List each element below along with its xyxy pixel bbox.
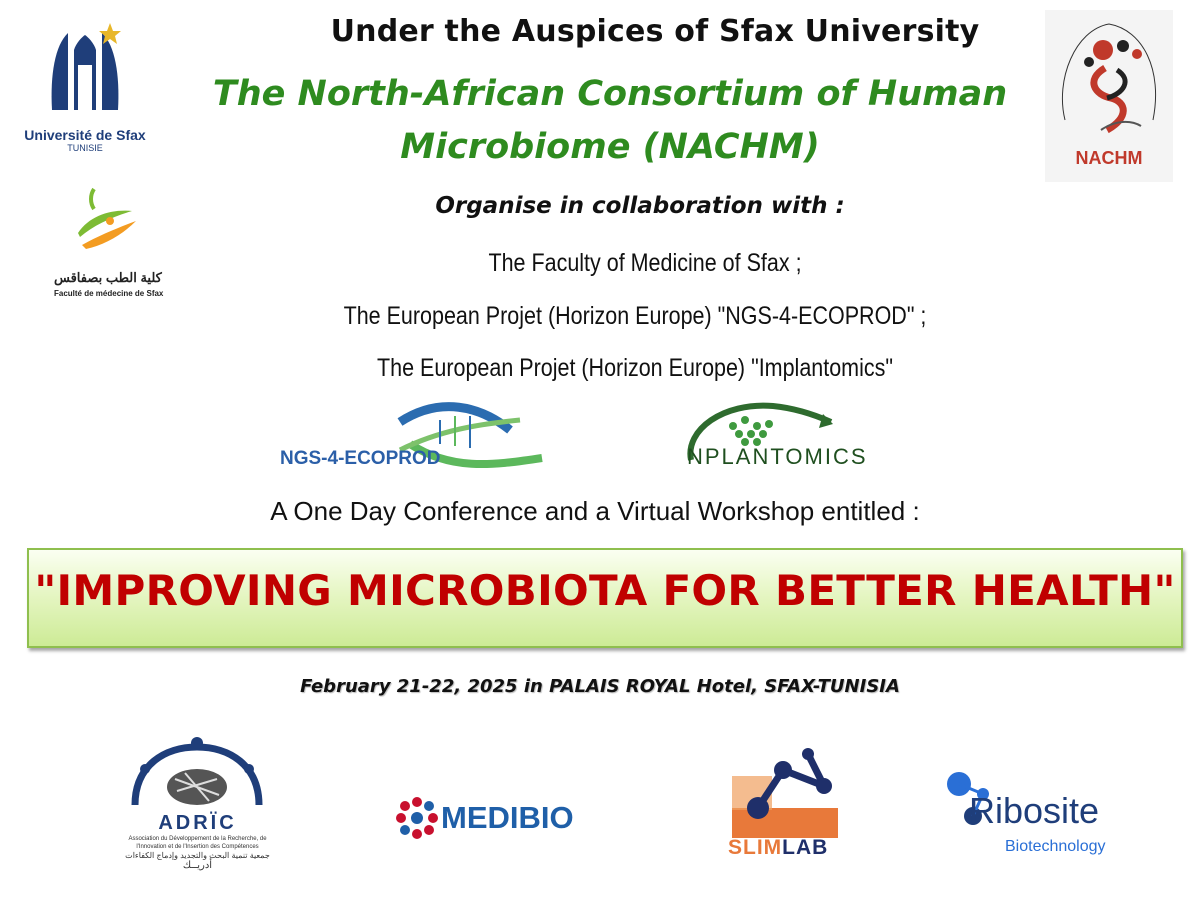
nachm-label: NACHM: [1075, 148, 1143, 168]
faculty-name-ar: كلية الطب بصفاقس: [54, 270, 162, 285]
faculty-logo: [50, 185, 190, 310]
date-location: February 21-22, 2025 in PALAIS ROYAL Hotel, SFAX-TUNISIA: [300, 676, 900, 697]
consortium-title-line1: The North-African Consortium of Human: [212, 74, 1008, 114]
slimlab-emblem-icon: [728, 748, 863, 838]
auspices-heading: Under the Auspices of Sfax University: [330, 14, 980, 49]
university-name: Université de Sfax: [24, 127, 146, 143]
adric-label: ADRÏC: [158, 812, 237, 834]
faculty-emblem-icon: [50, 185, 190, 265]
adric-label-ar: أدريــك: [182, 860, 213, 871]
ribosite-sub: Biotechnology: [1005, 838, 1106, 855]
slimlab-label-b: LAB: [782, 836, 829, 859]
medibio-emblem-icon: [395, 796, 439, 840]
consortium-title: [200, 68, 1020, 174]
ribosite-logo: [945, 770, 1130, 865]
medibio-label: MEDIBIO: [441, 800, 574, 835]
university-logo: [10, 15, 160, 155]
faculty-name-fr: Faculté de médecine de Sfax: [54, 289, 164, 298]
ngs-label: NGS-4-ECOPROD: [280, 448, 441, 469]
conference-title: "IMPROVING MICROBIOTA FOR BETTER HEALTH": [34, 566, 1176, 615]
slimlab-label-a: SLIM: [728, 836, 783, 859]
university-emblem-icon: [10, 15, 160, 120]
consortium-title-line2: Microbiome (NACHM): [400, 127, 820, 167]
nachm-emblem-icon: [1045, 10, 1173, 150]
implantomics-label: NPLANTOMICS: [687, 444, 868, 469]
organise-heading: Organise in collaboration with :: [435, 193, 845, 219]
implantomics-logo: [683, 400, 933, 472]
ngs-logo: [280, 400, 545, 472]
partner-ngs: The European Projet (Horizon Europe) "NGS-4-ECOPROD" ;: [343, 302, 927, 330]
university-country: TUNISIE: [67, 143, 103, 153]
conference-intro: A One Day Conference and a Virtual Workshop entitled :: [270, 496, 920, 526]
adric-line-ar: جمعية تنمية البحث والتجديد وإدماج الكفاءات: [125, 851, 270, 860]
partner-implantomics: The European Projet (Horizon Europe) "Implantomics": [377, 354, 893, 382]
medibio-logo: [395, 796, 610, 840]
adric-logo: [115, 735, 280, 875]
ribosite-label: Ribosite: [969, 790, 1100, 831]
adric-emblem-icon: [115, 735, 280, 807]
adric-line-fr: Association du Développement de la Recherche, de l'Innovation et de l'Insertion des Compétences: [128, 836, 267, 850]
partner-faculty: The Faculty of Medicine of Sfax ;: [488, 249, 802, 277]
slimlab-logo: [728, 748, 863, 860]
nachm-logo: [1045, 10, 1173, 182]
